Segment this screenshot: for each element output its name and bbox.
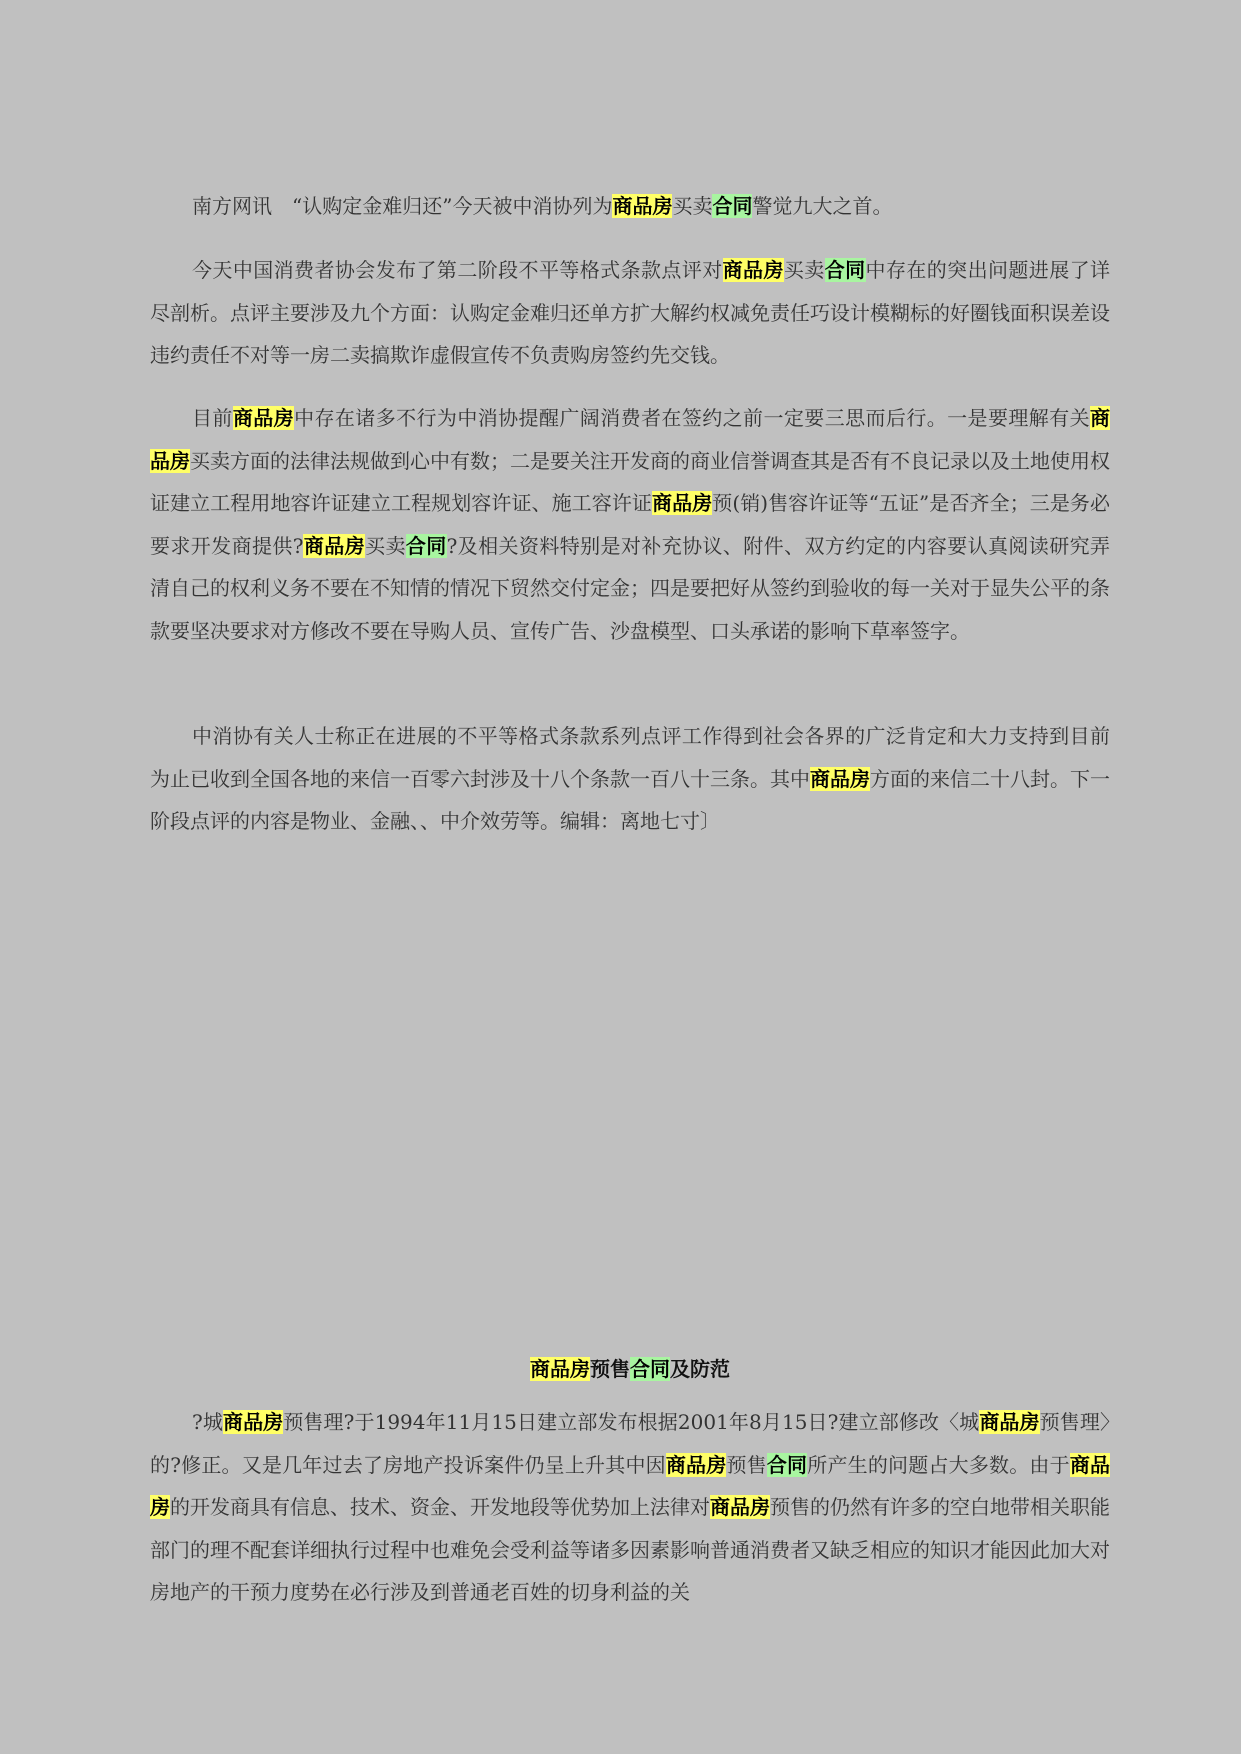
text-run: 方面的来信二十八封。下一阶段点评的内容是物业、金融、、中介效劳等。编辑：离地七寸〕 (150, 766, 1110, 833)
highlight-keyword-yellow: 商品房 (530, 1357, 590, 1381)
highlight-keyword-yellow: 商品房 (222, 1410, 284, 1434)
text-run: 预售 (726, 1452, 767, 1477)
text-run: 中存在的突出问题进展了详尽剖析。点评主要涉及九个方面：认购定金难归还单方扩大解约权减免责任巧设计模糊标的好圈钱面积误差设违约责任不对等一房二卖搞欺诈虚假宣传不负责购房签约先交钱。 (150, 258, 1111, 367)
highlight-keyword-green: 合同 (824, 258, 866, 282)
text-run: 中存在诸多不行为中消协提醒广阔消费者在签约之前一定要三思而后行。一是要理解有关 (294, 406, 1091, 430)
text-run: 预售的仍然有许多的空白地带相关职能部门的理不配套详细执行过程中也难免会受利益等诸多因素影响普通消费者又缺乏相应的知识才能因此加大对房地产的干预力度势在必行涉及到普通老百姓的切身利益的关 (150, 1495, 1110, 1604)
article-paragraph-4 (150, 715, 1110, 843)
text-run: 中消协有关人士称正在进展的不平等格式条款系列点评工作得到社会各界的广泛肯定和大力支持到目前为止已收到全国各地的来信一百零六封涉及十八个条款一百八十三条。其中 (150, 724, 1110, 791)
highlight-keyword-yellow: 商品房 (150, 406, 1111, 473)
highlight-keyword-green: 合同 (630, 1357, 670, 1381)
text-run: ?城 (192, 1410, 223, 1434)
text-run: 买卖 (365, 533, 406, 558)
text-run: 警觉九大之首。 (752, 194, 893, 218)
text-run: 买卖方面的法律法规做到心中有数；二是要关注开发商的商业信誉调查其是否有不良记录以及土地使用权证建立工程用地容许证建立工程规划容许证、施工容许证 (150, 448, 1110, 515)
highlight-keyword-yellow: 商品房 (150, 1452, 1111, 1519)
article-paragraph-1 (150, 185, 1110, 228)
highlight-keyword-yellow: 商品房 (652, 491, 713, 515)
text-run: 预(销)售容许证等“五证”是否齐全；三是务必要求开发商提供? (150, 491, 1111, 558)
article-paragraph-3 (150, 397, 1110, 652)
text-run: 南方网讯 “认购定金难归还”今天被中消协列为 (192, 194, 613, 218)
text-run: 预售 (590, 1357, 630, 1381)
highlight-keyword-green: 合同 (766, 1452, 808, 1477)
text-run: 目前 (192, 406, 233, 430)
text-run: 今天中国消费者协会发布了第二阶段不平等格式条款点评对 (192, 258, 723, 282)
section-paragraph (150, 1401, 1110, 1614)
section-title (150, 1348, 1110, 1390)
text-run: 买卖 (672, 194, 713, 218)
highlight-keyword-yellow: 商品房 (979, 1410, 1040, 1434)
article-paragraph-2 (150, 249, 1110, 377)
text-run: 的开发商具有信息、技术、资金、开发地段等优势加上法律对 (170, 1495, 710, 1519)
text-run: 及防范 (670, 1357, 730, 1381)
highlight-keyword-yellow: 商品房 (722, 258, 784, 282)
highlight-keyword-yellow: 商品房 (665, 1452, 727, 1477)
text-run: 买卖 (783, 258, 825, 282)
highlight-keyword-yellow: 商品房 (232, 406, 295, 430)
highlight-keyword-green: 合同 (712, 194, 753, 218)
text-run: ?及相关资料特别是对补充协议、附件、双方约定的内容要认真阅读研究弄清自己的权利义务不要在不知情的情况下贸然交付定金；四是要把好从签约到验收的每一关对于显失公平的条款要坚决要求对方修改不要在导购人员、宣传广告、沙盘模型、口头承诺的影响下草率签字。 (150, 533, 1110, 643)
text-run: 预售理〉的?修正。又是几年过去了房地产投诉案件仍呈上升其中因 (150, 1410, 1111, 1477)
highlight-keyword-yellow: 商品房 (710, 1495, 770, 1519)
text-run: 预售理?于1994年11月15日建立部发布根据2001年8月15日?建立部修改〈城 (283, 1410, 980, 1434)
highlight-keyword-yellow: 商品房 (810, 766, 870, 791)
highlight-keyword-green: 合同 (405, 533, 447, 558)
text-run: 所产生的问题占大多数。由于 (807, 1452, 1070, 1477)
highlight-keyword-yellow: 商品房 (303, 533, 366, 558)
highlight-keyword-yellow: 商品房 (612, 194, 673, 218)
